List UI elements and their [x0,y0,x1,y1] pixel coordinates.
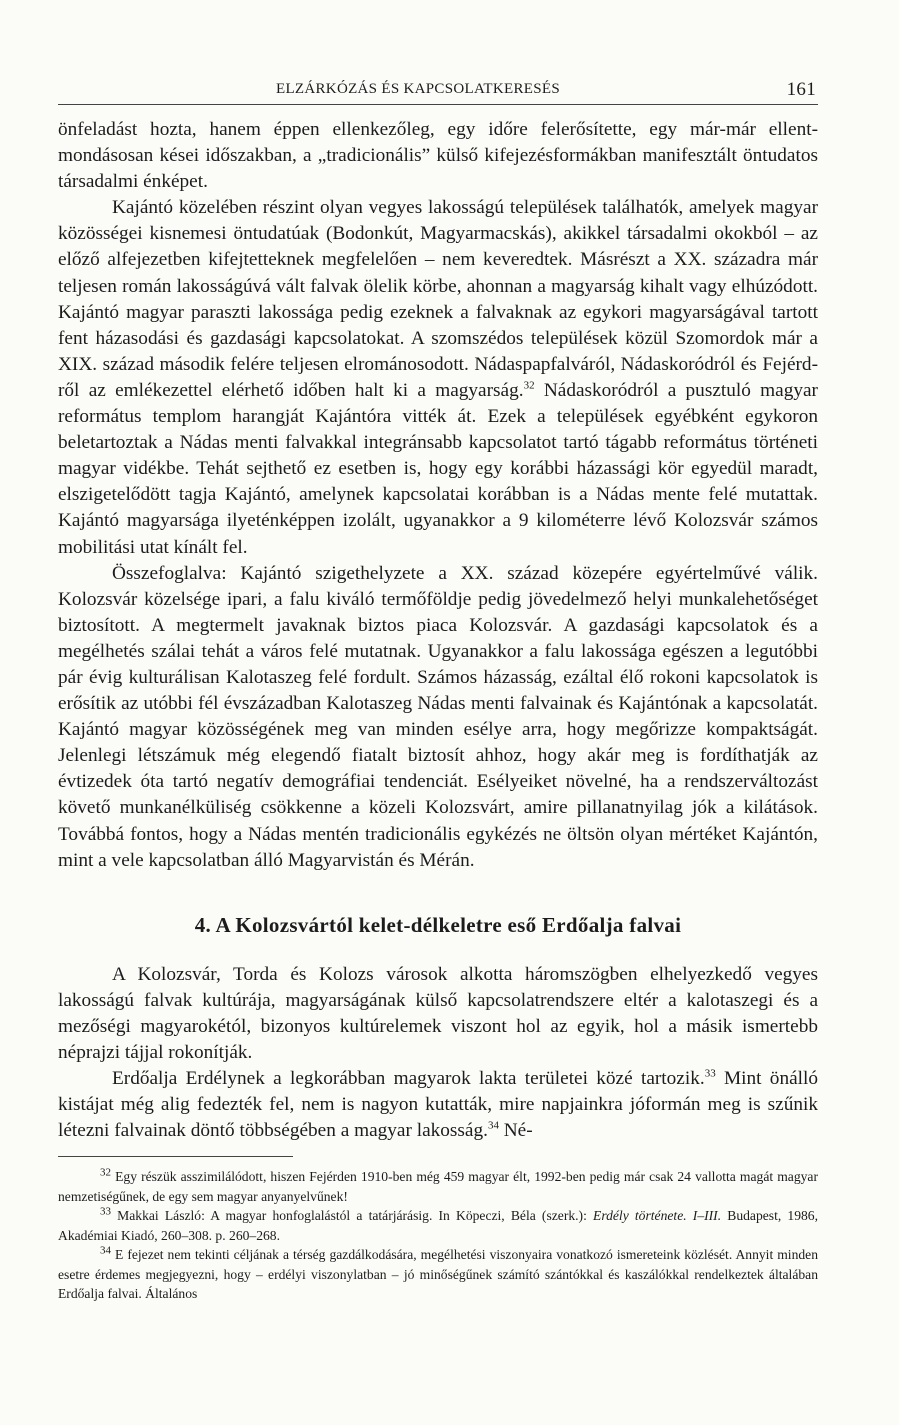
footnote-ref[interactable]: 32 [523,379,535,392]
footnote: $^{32}$ Egy részük asszimilálódott, hiszen Fejérden 1910-ben még 459 magyar élt, 1992-ben pedig már csak 24 vallotta magát magyar nemzetiségűnek, de egy sem magyar anyanyelvűnek! [58,1166,818,1204]
running-title: ELZÁRKÓZÁS ÉS KAPCSOLATKERESÉS [275,81,561,97]
footnote-ref[interactable]: 33 [704,1067,716,1080]
footnote: $^{34}$ E fejezet nem tekinti céljának a térség gazdálkodására, megélhetési viszonyaira vonatkozó ismereteink közlését. Annyit minden esetre érdemes megjegyezni, hogy – erdélyi viszonylatban – jó minőségűnek számító szántókkal és kaszálókkal rendelkeztek általában Erdőalja falvai. Általános [58,1244,819,1302]
paragraph: A Kolozsvár, Torda és Kolozs városok alkotta háromszögben elhelyezkedő vegyes lakosságú falvak kultúrája, magyarságának külső kapcsolatrendszere eltér a kalotaszegi és a mezőségi magyarokétól, bizonyos kultúrelemek viszont hol az egyik, hol a másik ismertebb néprajzi tájjal rokonítják. [58,963,818,1064]
page-number: 161 [786,79,816,100]
footnotes [58,1167,818,1304]
paragraph: Kajántó közelében részint olyan vegyes lakosságú települések találhatók, amelyek magyar közösségei kisnemesi öntudatúak (Bodonkút, Magyarmacskás), akikkel társadalmi okokból – az előző alfejezetben kifejtetteknek megfelelően – nem keveredtek. Másrészt a XX. századra már teljesen román lakosságúvá vált falvak ölelik körbe, ahonnan a magyarság kihalt vagy elhúzódott. Kajántó magyar paraszti lakossága pedig ezeknek a falvaknak az egykori magyarságával tartott fent házasodási és gazdasági kapcsolatokat. A szomszédos települések közül Szomordok már a XIX. század második felére teljesen elrománosodott. Nádaspapfalváról, Nádaskoródról és Fejérdről az emlékezettel elérhető időben halt ki a magyarság.$^{32}$ Nádaskoródról a pusztuló magyar református templom harangját Kajántóra vitték át. Ezek a települések egyébként egykoron beletartoztak a Nádas menti falvakkal integránsabb kapcsolatot tartó tágabb református történeti magyar vidékbe. Tehát sejthető ez esetben is, hogy egy korábbi házassági kör egyedül maradt, elszigetelődött tagja Kajántó, amelynek kapcsolatai korábban is a Nádas mente felé mutattak. Kajántó magyarsága ilyeténképpen izolált, ugyanakkor a 9 kilométerre lévő Kolozsvár számos mobilitási utat kínált fel. [58,197,818,558]
footnote-ref[interactable]: 34 [487,1119,499,1132]
book-page [58,78,818,1304]
paragraph: Összefoglalva: Kajántó szigethelyzete a XX. század közepére egyértelművé válik. Kolozsvár közelsége ipari, a falu kiváló termőföldje pedig jövedelmező helyi munkalehetőséget biztosított. A megtermelt javaknak biztos piaca Kolozsvár. A gazdasági kapcsolatok és a megélhetés szálai tehát a város felé mutatnak. Ugyanakkor a falu lakossága egészen a legutóbbi pár évig kulturálisan Kalotaszeg felé fordult. Számos házasság, ezáltal élő rokoni kapcsolatok is erősítik az utóbbi fél évszázadban Kalotaszeg Nádas menti falvainak és Kajántónak a kapcsolatát. Kajántó magyar közösségének meg van minden esélye arra, hogy megőrizze kompaktságát. Jelenlegi létszámuk még elegendő fiatalt biztosít ahhoz, hogy akár meg is fordíthatják az évtizedek óta tartó negatív demográfiai tendenciát. Esélyeiket növelné, ha a rendszerváltozást követő munkanélküliség csökkenne a közeli Kolozsvárt, amire pillanatnyilag jók a kilátások. Továbbá fontos, hogy a Nádas mentén tradicionális egykézés ne öltsön olyan mértéket Kajántón, mint a vele kapcsolatban álló Magyarvistán és Mérán. [58,562,818,871]
paragraph: önfeladást hozta, hanem éppen ellenkezőleg, egy időre felerősítette, egy már-már ellentmondásosan kései időszakban, a „tradicionális” külső kifejezésformákban manifesztált öntudatos társadalmi énképet. [58,119,818,193]
footnote: $^{33}$ Makkai László: A magyar honfoglalástól a tatárjárásig. In Köpeczi, Béla (szerk.): Erdély története. I–III. Budapest, 1986, Akadémiai Kiadó, 260–308. p. 260–268. [58,1205,818,1243]
body-text [58,117,818,1144]
section-heading: 4. A Kolozsvártól kelet-délkeletre eső Erdőalja falvai [194,912,682,937]
running-header [58,78,818,105]
footnote-divider [58,1156,293,1157]
paragraph: Erdőalja Erdélynek a legkorábban magyarok lakta területei közé tartozik.$^{33}$ Mint önálló kistájat még alig fedezték fel, nem is nagyon kutatták, mire napjainkra jóformán meg is szűnik létezni falvainak döntő többségében a magyar lakosság.$^{34}$ Né- [58,1067,818,1142]
